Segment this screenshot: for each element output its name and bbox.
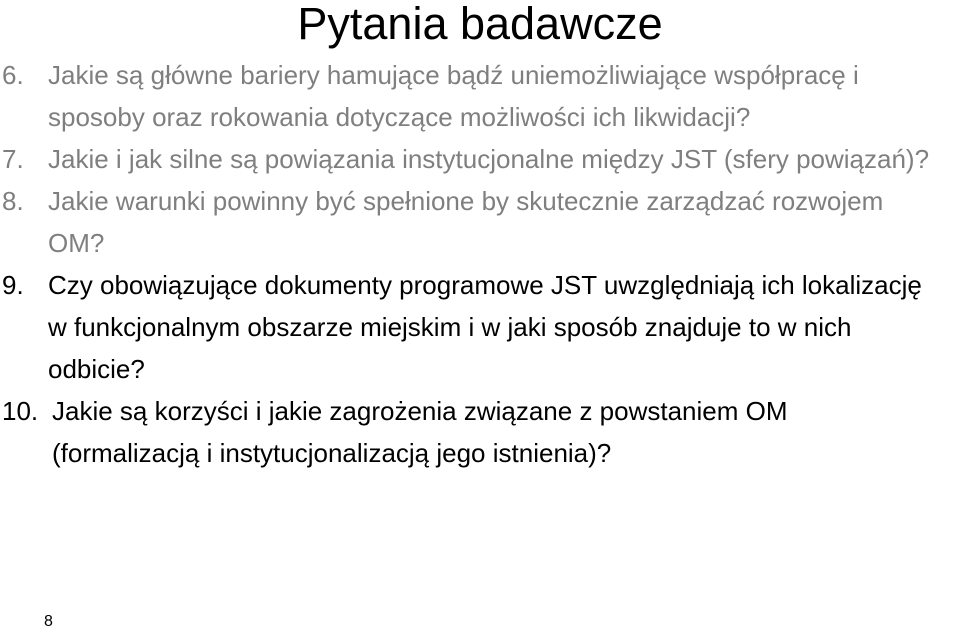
question-number: 7.	[2, 144, 24, 174]
question-item-9	[0, 264, 940, 390]
slide-title: Pytania badawcze	[297, 0, 663, 49]
question-text: Jakie warunki powinny być spełnione by skutecznie zarządzać rozwojem OM?	[48, 186, 884, 258]
question-item-7	[0, 138, 940, 180]
question-number: 10.	[2, 396, 39, 426]
question-text: Czy obowiązujące dokumenty programowe JST uwzględniają ich lokalizację w funkcjonalnym obszarze miejskim i w jaki sposób znajduje to w nich odbicie?	[48, 270, 922, 384]
question-number: 6.	[2, 60, 24, 90]
question-list	[0, 54, 940, 474]
question-item-10	[0, 390, 940, 474]
question-text: Jakie i jak silne są powiązania instytucjonalne między JST (sfery powiązań)?	[48, 144, 930, 174]
question-number: 8.	[2, 186, 24, 216]
question-item-6	[0, 54, 940, 138]
question-item-8	[0, 180, 940, 264]
page-number: 8	[44, 613, 53, 630]
question-number: 9.	[2, 270, 24, 300]
question-text: Jakie są główne bariery hamujące bądź uniemożliwiające współpracę i sposoby oraz rokowania dotyczące możliwości ich likwidacji?	[48, 60, 859, 132]
question-text: Jakie są korzyści i jakie zagrożenia związane z powstaniem OM (formalizacją i instytucjonalizacją jego istnienia)?	[52, 396, 788, 468]
